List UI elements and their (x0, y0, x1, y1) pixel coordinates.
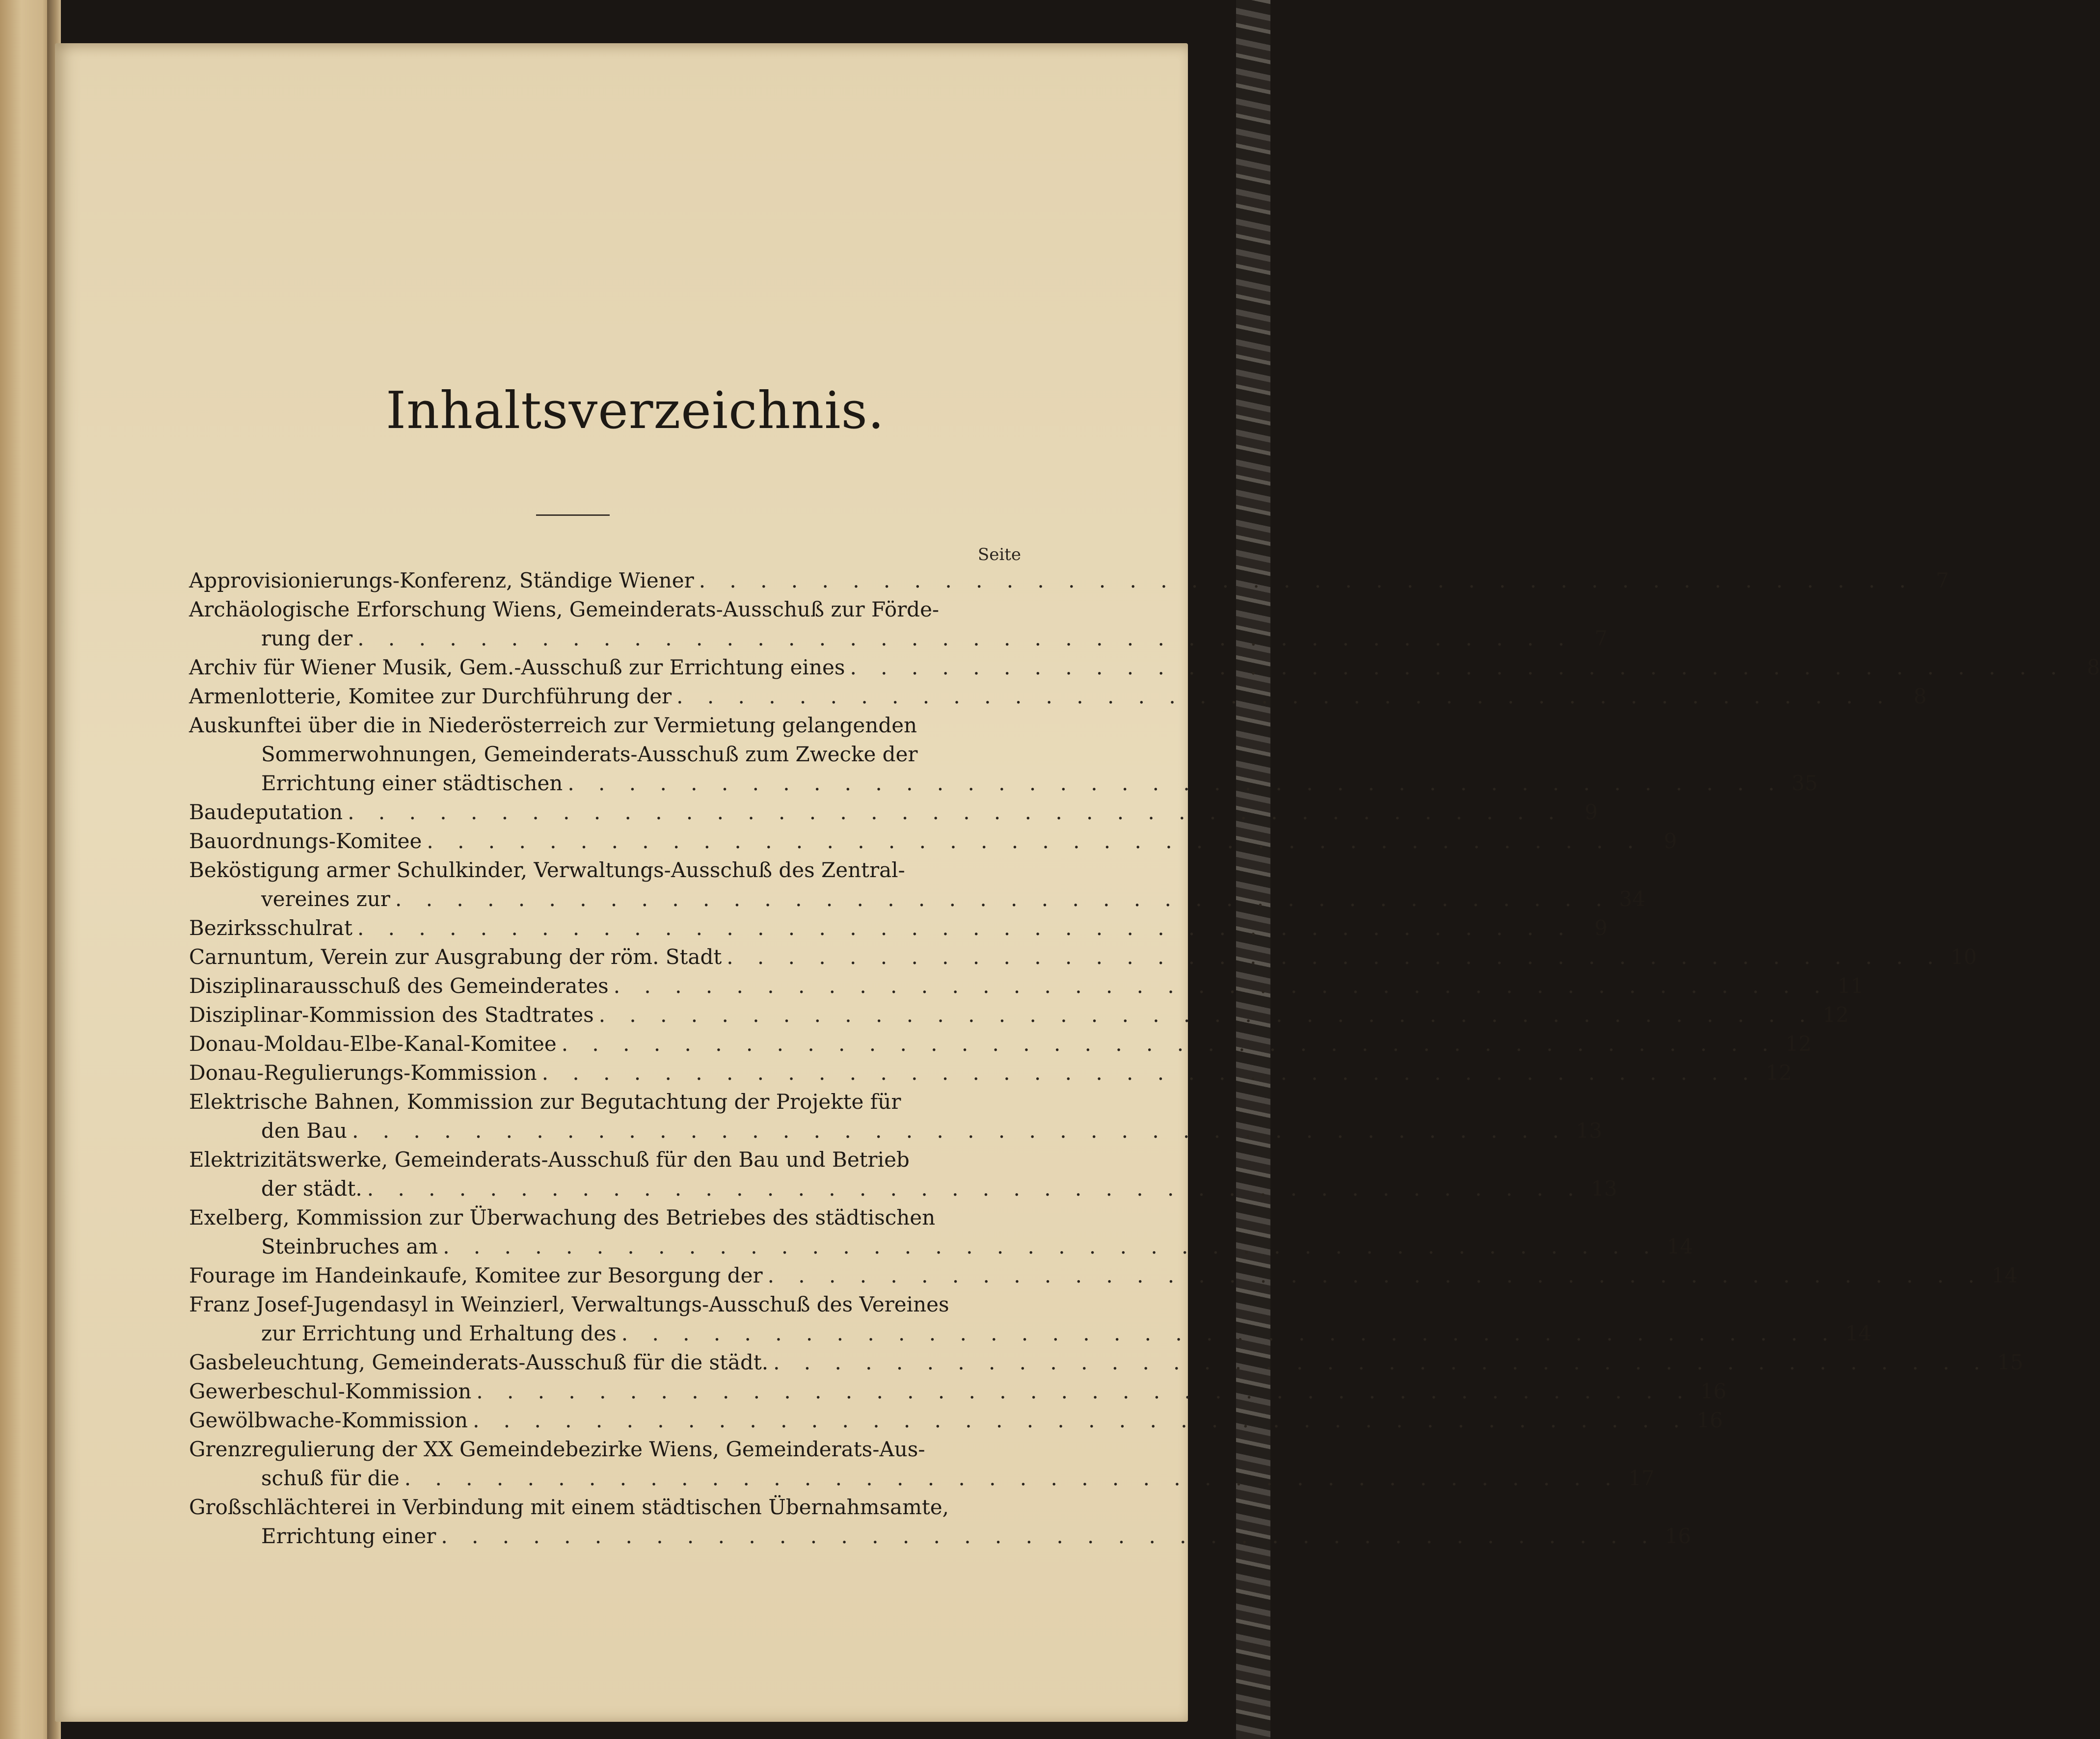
toc-entry-line (189, 740, 1021, 769)
toc-page-number: 13 (1591, 1177, 1617, 1201)
toc-entry-text: Elektrische Bahnen, Kommission zur Begutachtung der Projekte für (189, 1090, 901, 1114)
toc-entry-text: schuß für die (261, 1466, 400, 1490)
dot-leader: . . . . . . . . . . . . . . . . . . . . . . . . . . . . . . . . . . . . . . . . (699, 568, 1915, 592)
toc-entry-line (189, 1464, 1655, 1493)
dot-leader: . . . . . . . . . . . . . . . . . . . . . . . . . . . . . . . . . . . . . . . . (395, 887, 1611, 911)
dot-leader: . . . . . . . . . . . . . . . . . . . . . . . . . . . . . . . . . . . . . . . . (541, 1061, 1758, 1085)
dot-leader: . . . . . . . . . . . . . . . . . . . . . . . . . . . . . . . . . . . . . . . . (476, 1379, 1693, 1403)
toc-entry (189, 827, 1677, 856)
toc-page-number: 7 (1936, 568, 1949, 592)
toc-entry-text: Exelberg, Kommission zur Überwachung des Betriebes des städtischen (189, 1205, 936, 1230)
toc-entry-line (189, 1058, 1792, 1087)
toc-page-number: 12 (1822, 1003, 1849, 1027)
dot-leader: . . . . . . . . . . . . . . . . . . . . . . . . . . . . . . . . . . . . . . . . (567, 771, 1784, 795)
toc-entry-text: Sommerwohnungen, Gemeinderats-Ausschuß zum Zwecke der (261, 742, 918, 766)
toc-entry-line (189, 1319, 1872, 1348)
toc-entry-text: Großschlächterei in Verbindung mit einem städtischen Übernahmsamte, (189, 1495, 949, 1519)
toc-entry-text: Disziplinarausschuß des Gemeinderates (189, 974, 609, 998)
toc-page-number: 8 (2087, 655, 2100, 679)
toc-entry-line (189, 1232, 1693, 1261)
toc-entry (189, 1000, 1849, 1029)
toc-entry-text: Gewerbeschul-Kommission (189, 1379, 472, 1403)
toc-entry-line (189, 1174, 1617, 1203)
toc-entry-text: vereines zur (261, 887, 391, 911)
toc-page-number: 14 (1667, 1234, 1693, 1258)
toc-entry-text: der städt. (261, 1177, 362, 1201)
toc-entry (189, 1290, 1872, 1348)
dot-leader: . . . . . . . . . . . . . . . . . . . . . . . . . . . . . . . . . . . . . . . . (767, 1263, 1984, 1287)
dot-leader: . . . . . . . . . . . . . . . . . . . . . . . . . . . . . . . . . . . . . . . . (773, 1350, 1989, 1374)
toc-entry-text: Errichtung einer städtischen (261, 771, 563, 795)
toc-entry-line (189, 798, 1598, 827)
dot-leader: . . . . . . . . . . . . . . . . . . . . . . . . . . . . . . . . . . . . . . . . (473, 1408, 1689, 1432)
toc-entry-line (189, 711, 1021, 740)
toc-entry (189, 913, 1608, 942)
toc-entry (189, 1145, 1617, 1203)
toc-entry-line (189, 942, 1977, 971)
dot-leader: . . . . . . . . . . . . . . . . . . . . . . . . . . . . . . . . . . . . . . . . (357, 916, 1573, 940)
toc-entry-text: Elektrizitätswerke, Gemeinderats-Ausschuß für den Bau und Betrieb (189, 1148, 910, 1172)
title-divider (536, 514, 610, 516)
toc-entry-text: Gasbeleuchtung, Gemeinderats-Ausschuß für die städt. (189, 1350, 769, 1374)
toc-entry-line (189, 1348, 2023, 1377)
toc-entry-text: Archäologische Erforschung Wiens, Gemeinderats-Ausschuß zur Förde- (189, 597, 940, 621)
toc-entry-text: Steinbruches am (261, 1234, 438, 1258)
toc-entry-text: Baudeputation (189, 800, 343, 824)
toc-entry (189, 1435, 1655, 1493)
toc-page-number: 9 (1585, 800, 1598, 824)
page-title: Inhaltsverzeichnis. (386, 380, 885, 440)
toc-page-number: 10 (1950, 945, 1977, 969)
toc-entry-text: Approvisionierungs-Konferenz, Ständige Wiener (189, 568, 694, 592)
toc-entry-line (189, 1290, 1021, 1319)
toc-entry-text: zur Errichtung und Erhaltung des (261, 1321, 617, 1345)
toc-entry-line (189, 595, 1021, 624)
toc-entry-text: Fourage im Handeinkaufe, Komitee zur Besorgung der (189, 1263, 763, 1287)
toc-entry (189, 1406, 1723, 1435)
toc-entry-text: den Bau (261, 1119, 348, 1143)
toc-entry-text: Bauordnungs-Komitee (189, 829, 422, 853)
toc-entry-text: Armenlotterie, Komitee zur Durchführung der (189, 684, 672, 708)
toc-entry-text: Franz Josef-Jugendasyl in Weinzierl, Verwaltungs-Ausschuß des Vereines (189, 1292, 949, 1316)
toc-entry-line (189, 1000, 1849, 1029)
toc-entry-line (189, 1087, 1021, 1116)
toc-entry-line (189, 1377, 1727, 1406)
toc-page-number: 16 (1700, 1379, 1727, 1403)
dot-leader: . . . . . . . . . . . . . . . . . . . . . . . . . . . . . . . . . . . . . . . . (443, 1234, 1659, 1258)
dot-leader: . . . . . . . . . . . . . . . . . . . . . . . . . . . . . . . . . . . . . . . . (850, 655, 2066, 679)
toc-entry (189, 1493, 1692, 1551)
toc-page-number: 8 (1913, 684, 1927, 708)
toc-page-number: 34 (1619, 887, 1645, 911)
dot-leader: . . . . . . . . . . . . . . . . . . . . . . . . . . . . . . . . . . . . . . . . (352, 1119, 1568, 1143)
dot-leader: . . . . . . . . . . . . . . . . . . . . . . . . . . . . . . . . . . . . . . . . (367, 1177, 1583, 1201)
toc-entry-line (189, 1145, 1021, 1174)
toc-page-number: 9 (1594, 916, 1608, 940)
toc-entry (189, 1348, 2023, 1377)
toc-entry (189, 653, 2100, 682)
toc-page-number: 12 (1765, 1061, 1792, 1085)
toc-entry-line (189, 971, 1864, 1000)
toc-entry-line (189, 682, 1927, 711)
toc-entry-line (189, 1203, 1021, 1232)
toc-entry-line (189, 827, 1677, 856)
toc-entry-text: Donau-Regulierungs-Kommission (189, 1061, 537, 1085)
toc-page-number: 15 (1997, 1350, 2023, 1374)
toc-entry-line (189, 769, 1818, 798)
toc-entry (189, 1029, 1812, 1058)
toc-entry (189, 1261, 2018, 1290)
dot-leader: . . . . . . . . . . . . . . . . . . . . . . . . . . . . . . . . . . . . . . . . (621, 1321, 1837, 1345)
toc-page-number: 14 (1991, 1263, 2018, 1287)
toc-page-number: 17 (1628, 1466, 1655, 1490)
toc-page-number: 7 (1594, 626, 1608, 650)
toc-page-number: 9 (1664, 829, 1677, 853)
toc-entry (189, 971, 1864, 1000)
dot-leader: . . . . . . . . . . . . . . . . . . . . . . . . . . . . . . . . . . . . . . . . (676, 684, 1892, 708)
toc-entry-line (189, 1406, 1723, 1435)
toc-entry-line (189, 1261, 2018, 1290)
dot-leader: . . . . . . . . . . . . . . . . . . . . . . . . . . . . . . . . . . . . . . . . (727, 945, 1942, 969)
toc-page-number: 11 (1837, 974, 1864, 998)
toc-entry-text: Donau-Moldau-Elbe-Kanal-Komitee (189, 1032, 557, 1056)
dot-leader: . . . . . . . . . . . . . . . . . . . . . . . . . . . . . . . . . . . . . . . . (348, 800, 1563, 824)
toc-entry-text: Disziplinar-Kommission des Stadtrates (189, 1003, 594, 1027)
toc-entry-text: Grenzregulierung der XX Gemeindebezirke Wiens, Gemeinderats-Aus- (189, 1437, 925, 1461)
dot-leader: . . . . . . . . . . . . . . . . . . . . . . . . . . . . . . . . . . . . . . . . (561, 1032, 1777, 1056)
dot-leader: . . . . . . . . . . . . . . . . . . . . . . . . . . . . . . . . . . . . . . . . (404, 1466, 1620, 1490)
toc-entry (189, 566, 1949, 595)
toc-entry-line (189, 913, 1608, 942)
toc-entry (189, 1058, 1792, 1087)
toc-entry (189, 1377, 1727, 1406)
toc-entry-text: Auskunftei über die in Niederösterreich zur Vermietung gelangenden (189, 713, 917, 737)
toc-entry (189, 595, 1608, 653)
toc-entry-line (189, 856, 1021, 884)
toc-page-number: 16 (1665, 1524, 1692, 1548)
toc-entry-line (189, 1522, 1692, 1551)
toc-entry-line (189, 566, 1949, 595)
toc-entry-text: Carnuntum, Verein zur Ausgrabung der röm. Stadt (189, 945, 722, 969)
toc-entry (189, 682, 1927, 711)
dot-leader: . . . . . . . . . . . . . . . . . . . . . . . . . . . . . . . . . . . . . . . . (427, 829, 1643, 853)
toc-entry-line (189, 653, 2100, 682)
toc-entry-line (189, 1029, 1812, 1058)
toc-entry-text: Bezirksschulrat (189, 916, 352, 940)
toc-page-number: 13 (1576, 1119, 1602, 1143)
toc-entry-text: Gewölbwache-Kommission (189, 1408, 468, 1432)
toc-entry-line (189, 624, 1608, 653)
page-column-header: Seite (977, 545, 1021, 564)
toc-page-number: 12 (1785, 1032, 1812, 1056)
toc-entry-line (189, 1435, 1021, 1464)
toc-entry (189, 711, 1818, 798)
toc-page-number: 16 (1696, 1408, 1723, 1432)
toc-entry-line (189, 1116, 1602, 1145)
toc-entry (189, 1203, 1693, 1261)
toc-entry-text: Archiv für Wiener Musik, Gem.-Ausschuß zur Errichtung eines (189, 655, 845, 679)
dot-leader: . . . . . . . . . . . . . . . . . . . . . . . . . . . . . . . . . . . . . . . . (441, 1524, 1657, 1548)
dot-leader: . . . . . . . . . . . . . . . . . . . . . . . . . . . . . . . . . . . . . . . . (613, 974, 1830, 998)
toc-entry-line (189, 1493, 1021, 1522)
toc-entry (189, 942, 1977, 971)
toc-entry-text: Errichtung einer (261, 1524, 436, 1548)
dot-leader: . . . . . . . . . . . . . . . . . . . . . . . . . . . . . . . . . . . . . . . . (357, 626, 1573, 650)
toc-entry-text: rung der (261, 626, 353, 650)
toc-entry-text: Beköstigung armer Schulkinder, Verwaltungs-Ausschuß des Zentral- (189, 858, 905, 882)
toc-entry (189, 798, 1598, 827)
toc-page-number: 35 (1791, 771, 1818, 795)
toc-page-number: 14 (1845, 1321, 1872, 1345)
toc-entry (189, 856, 1645, 913)
dot-leader: . . . . . . . . . . . . . . . . . . . . . . . . . . . . . . . . . . . . . . . . (598, 1003, 1815, 1027)
previous-page-edge (0, 0, 53, 1739)
toc-entry-line (189, 884, 1645, 913)
toc-entry (189, 1087, 1602, 1145)
